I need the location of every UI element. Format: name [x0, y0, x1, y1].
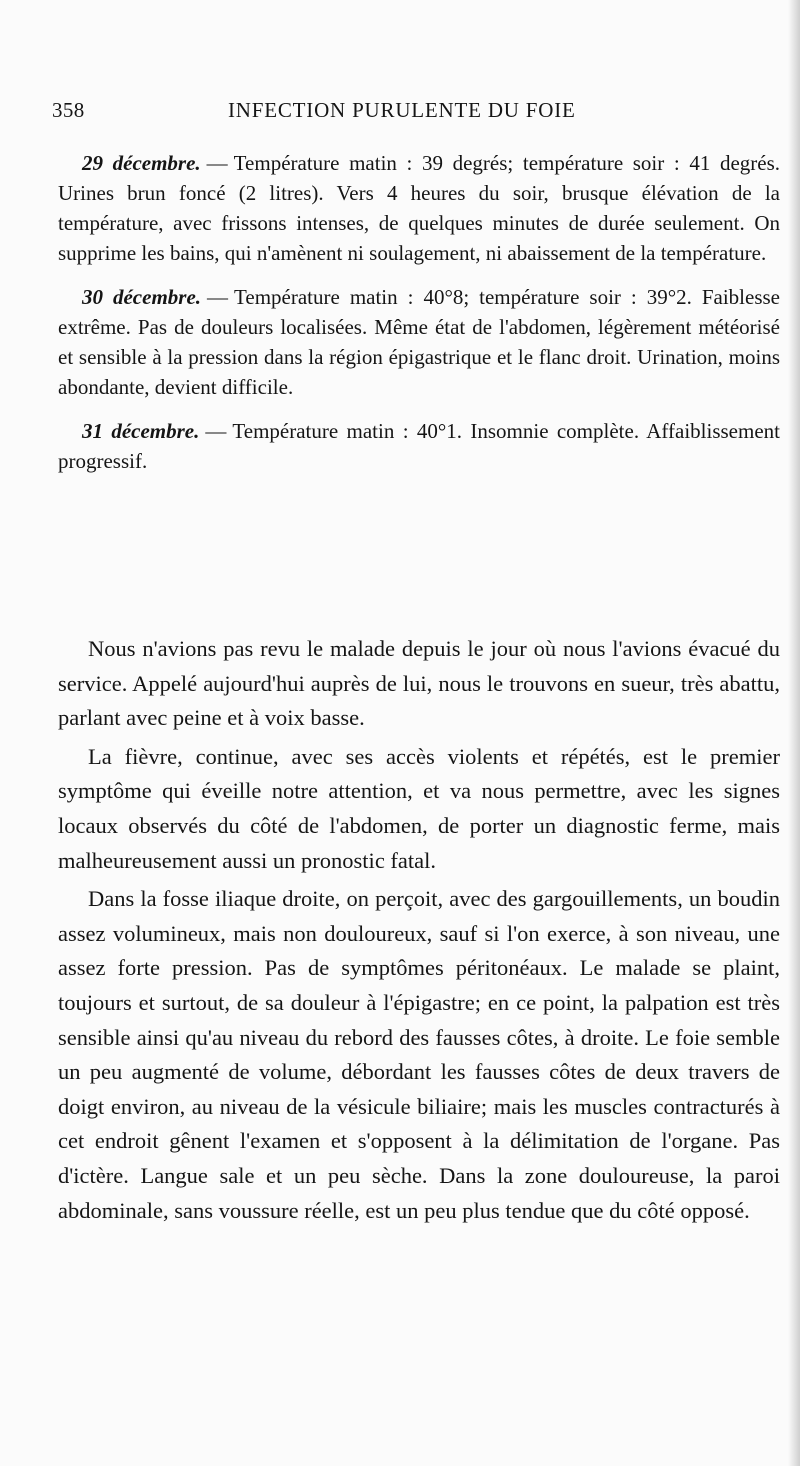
entry-date: 29 décembre.: [82, 151, 201, 175]
entry-date: 31 décembre.: [82, 419, 200, 443]
entry-dash: —: [205, 419, 227, 443]
page-header: [52, 98, 784, 132]
daily-observations: [58, 148, 780, 490]
discussion-paragraph: Nous n'avions pas revu le malade depuis le jour où nous l'avions évacué du service. Appelé aujourd'hui auprès de lui, nous le trouvons en sueur, très abattu, parlant avec peine et à voix basse.: [58, 636, 780, 731]
observation-entry-29-december: [58, 148, 780, 268]
page-number: 358: [52, 98, 85, 122]
observation-entry-31-december: [58, 416, 780, 476]
entry-dash: —: [206, 151, 228, 175]
discussion-paragraph: Dans la fosse iliaque droite, on perçoit, avec des gargouillements, un boudin assez volumineux, mais non douloureux, sauf si l'on exerce, à son niveau, une assez forte pression. Pas de symptômes péritonéaux. Le malade se plaint, toujours et surtout, de sa douleur à l'épigastre; en ce point, la palpation est très sensible ainsi qu'au niveau du rebord des fausses côtes, à droite. Le foie semble un peu augmenté de volume, débordant les fausses côtes de deux travers de doigt environ, au niveau de la vésicule biliaire; mais les muscles contracturés à cet endroit gênent l'examen et s'opposent à la délimitation de l'organe. Pas d'ictère. Langue sale et un peu sèche. Dans la zone douloureuse, la paroi abdominale, sans voussure réelle, est un peu plus tendue que du côté opposé.: [58, 886, 780, 1223]
entry-dash: —: [207, 285, 229, 309]
entry-text: Température matin : 39 degrés; température soir : 41 degrés. Urines brun foncé (2 litres). Vers 4 heures du soir, brusque élévation de la température, avec frissons intenses, de quelques minutes de durée seulement. On supprime les bains, qui n'amènent ni soulagement, ni abaissement de la température.: [58, 151, 781, 265]
observation-entry-30-december: [58, 282, 780, 402]
running-title: INFECTION PURULENTE DU FOIE: [228, 98, 576, 122]
clinical-discussion: [58, 632, 780, 1232]
entry-text: Température matin : 40°1. Insomnie complète. Affaiblissement progressif.: [58, 419, 780, 473]
entry-text: Température matin : 40°8; température soir : 39°2. Faiblesse extrême. Pas de douleurs localisées. Même état de l'abdomen, légèrement météorisé et sensible à la pression dans la région épigastrique et le flanc droit. Urination, moins abondante, devient difficile.: [58, 285, 780, 399]
entry-date: 30 décembre.: [82, 285, 202, 309]
page-edge-shadow: [788, 0, 800, 1466]
discussion-paragraph: La fièvre, continue, avec ses accès violents et répétés, est le premier symptôme qui éveille notre attention, et va nous permettre, avec les signes locaux observés du côté de l'abdomen, de porter un diagnostic ferme, mais malheureusement aussi un pronostic fatal.: [58, 743, 780, 873]
